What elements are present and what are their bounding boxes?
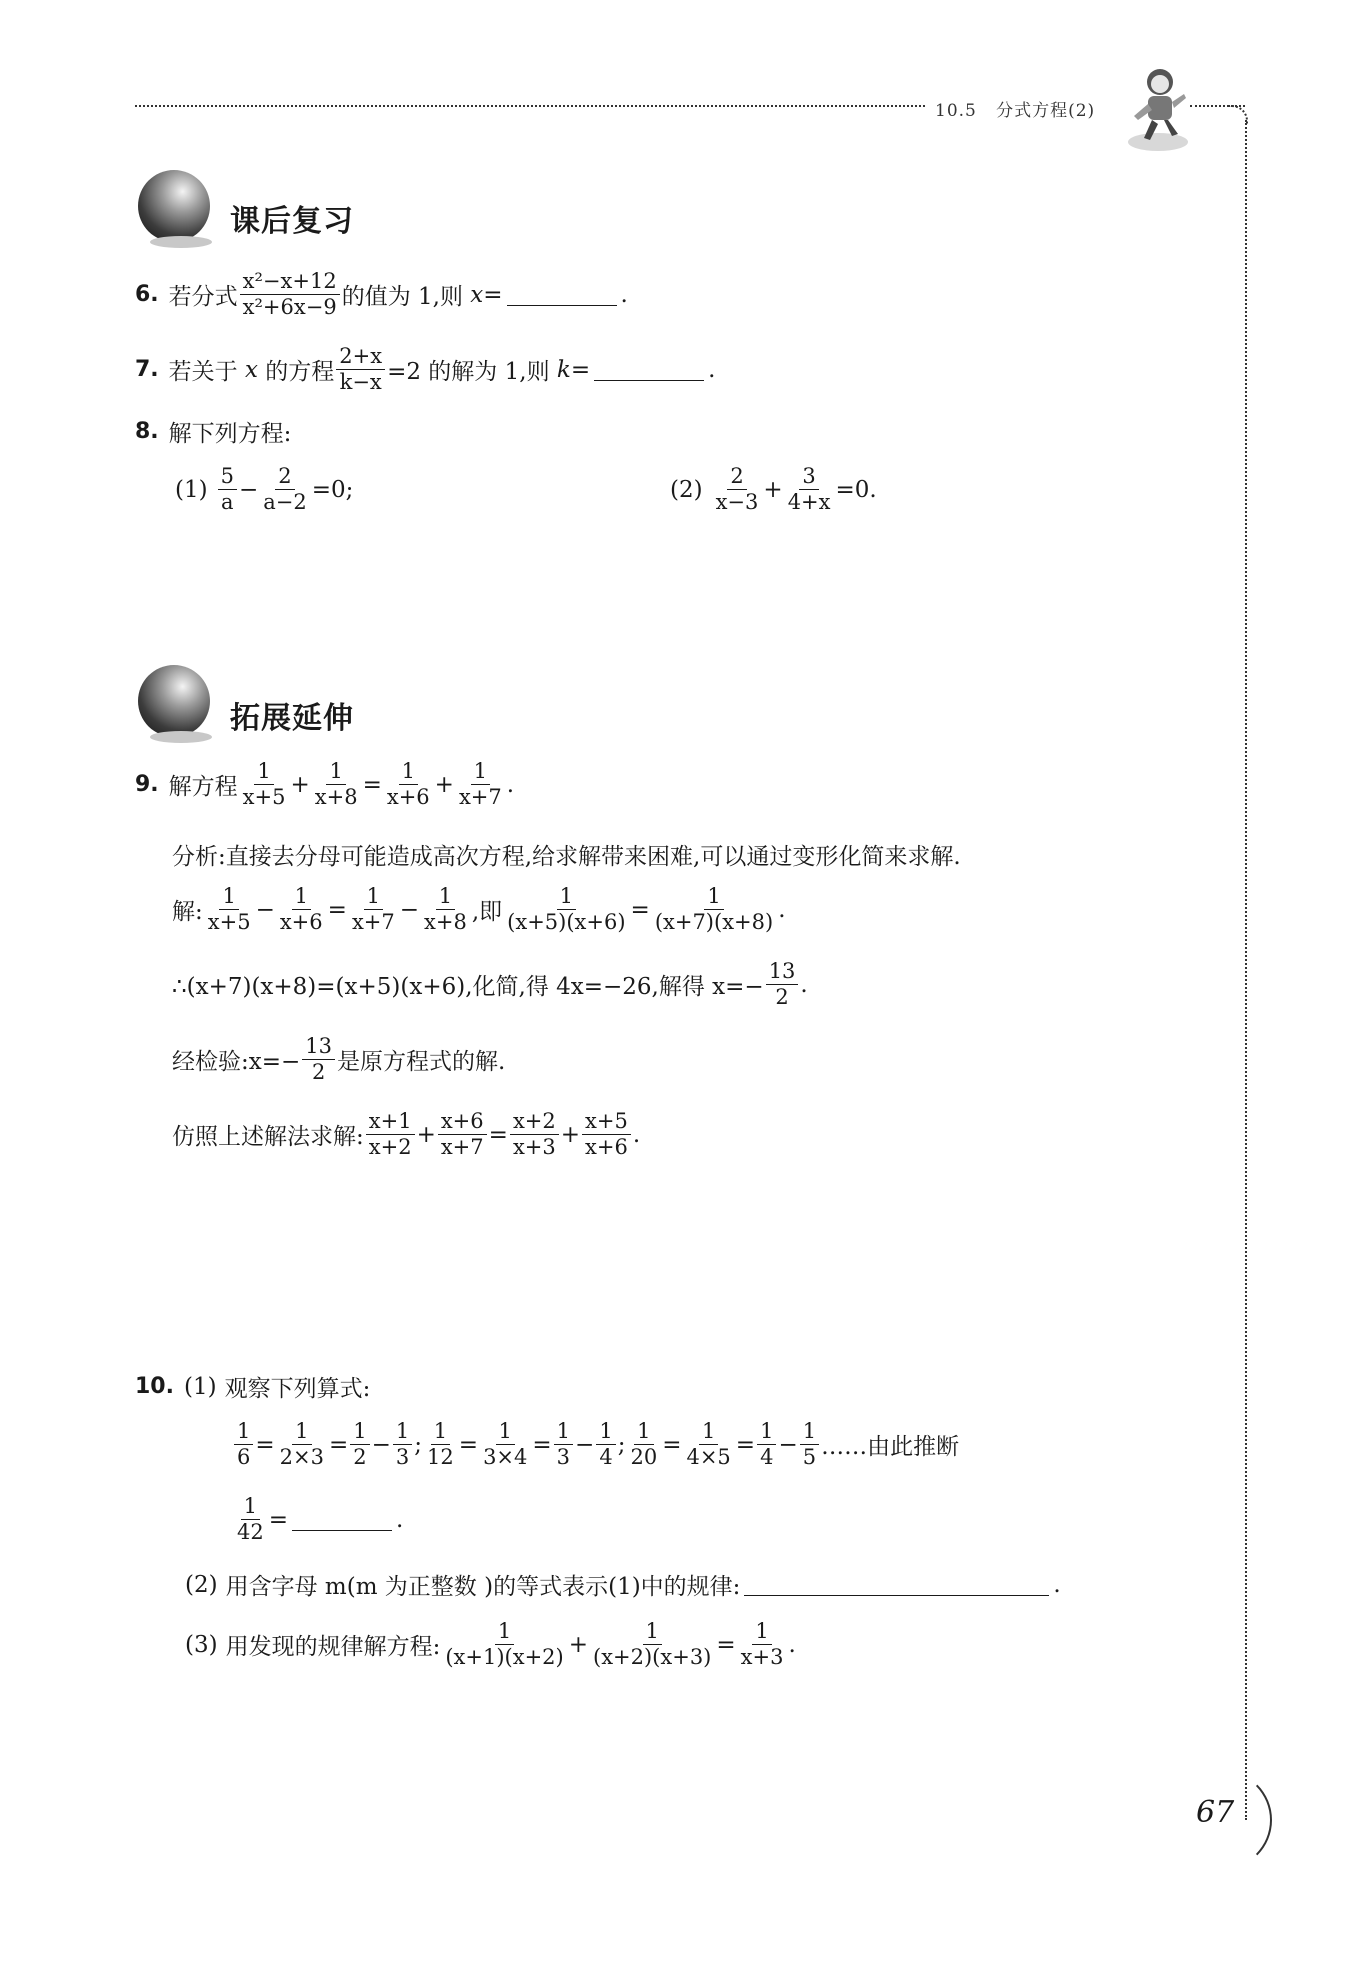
extend-globe-icon: [138, 665, 210, 737]
answer-blank-10-2[interactable]: [744, 1574, 1049, 1596]
header-section: 10.5 分式方程(2): [935, 101, 1096, 121]
q9-imitate: 仿照上述解法求解: $\frac{x+1}{x+2}$ + $\frac{x+6}{x+7}$ = $\frac{x+2}{x+3}$ + $\frac{x+5}{x+6}$ .: [172, 1109, 641, 1160]
q6-fraction: $\frac{\text{x²−x+12}}{\text{x²+6x−9}}$: [240, 270, 340, 319]
question-6: 6. 若分式 $\frac{\text{x²−x+12}}{\text{x²+6x−9}}$ 的值为 1,则 x = .: [135, 269, 628, 320]
question-10: 10. (1) 观察下列算式:: [135, 1373, 371, 1402]
q10-inference: $\frac{1}{42}$ = .: [237, 1494, 404, 1545]
q9-solution: 解: $\frac{1}{x+5}$ − $\frac{1}{x+6}$ = $\frac{1}{x+7}$ − $\frac{1}{x+8}$ ,即 $\frac{1}{(x+5)(x+6)}$ = $\frac{1}{(x+7)(x+8)}$ .: [172, 884, 786, 935]
question-8-part-2: (2) $\frac{2}{x-3}$ + $\frac{3}{4+x}$ =0.: [670, 464, 877, 515]
q10-observe-line: $\frac{1}{6}$ = $\frac{1}{2\times 3}$ = $\frac{1}{2}$ − $\frac{1}{3}$ ; $\frac{1}{12}$ = $\frac{1}{3\times 4}$ = $\frac{1}{3}$ − $\frac{1}{4}$ ; $\frac{1}{20}$ = $\frac{1}{4\times 5}$ = $\frac{1}{4}$ − $\frac{1}{5}$ ……由此推断: [232, 1420, 959, 1469]
answer-blank-6[interactable]: [507, 284, 617, 306]
side-rule: [1245, 120, 1247, 1820]
mascot-icon: [1122, 64, 1192, 154]
review-globe-icon: [138, 170, 210, 242]
review-section-title: 课后复习: [230, 204, 354, 239]
answer-blank-10-1[interactable]: [292, 1509, 392, 1531]
q7-fraction: $\frac{2+x}{k-x}$: [336, 345, 385, 394]
question-8: 8. 解下列方程:: [135, 419, 292, 447]
q10-part-2: (2) 用含字母 m(m 为正整数 )的等式表示(1)中的规律: .: [185, 1571, 1061, 1600]
q9-therefore: ∴(x+7)(x+8)=(x+5)(x+6),化简,得 4x=−26,解得 x=− $\frac{13}{2}$ .: [172, 959, 808, 1010]
header-rule-left: [135, 105, 925, 107]
globe-shadow: [150, 731, 212, 743]
page-number: 67: [1196, 1795, 1235, 1830]
q10-part-3: (3) 用发现的规律解方程: $\frac{1}{(x+1)(x+2)}$ + $\frac{1}{(x+2)(x+3)}$ = $\frac{1}{x+3}$ .: [185, 1619, 796, 1670]
extend-section-title: 拓展延伸: [230, 701, 354, 736]
answer-blank-7[interactable]: [594, 359, 704, 381]
question-8-part-1: (1) $\frac{5}{a}$ − $\frac{2}{a-2}$ =0;: [175, 464, 354, 515]
q9-check: 经检验:x=− $\frac{13}{2}$ 是原方程式的解.: [172, 1034, 506, 1085]
question-9: 9. 解方程 $\frac{1}{x+5}$ + $\frac{1}{x+8}$ = $\frac{1}{x+6}$ + $\frac{1}{x+7}$ .: [135, 759, 515, 810]
question-7: 7. 若关于 x 的方程 $\frac{2+x}{k-x}$ =2 的解为 1,则 k = .: [135, 344, 716, 395]
globe-shadow: [150, 236, 212, 248]
q9-analysis: 分析:直接去分母可能造成高次方程,给求解带来困难,可以通过变形化简来求解.: [172, 844, 961, 870]
